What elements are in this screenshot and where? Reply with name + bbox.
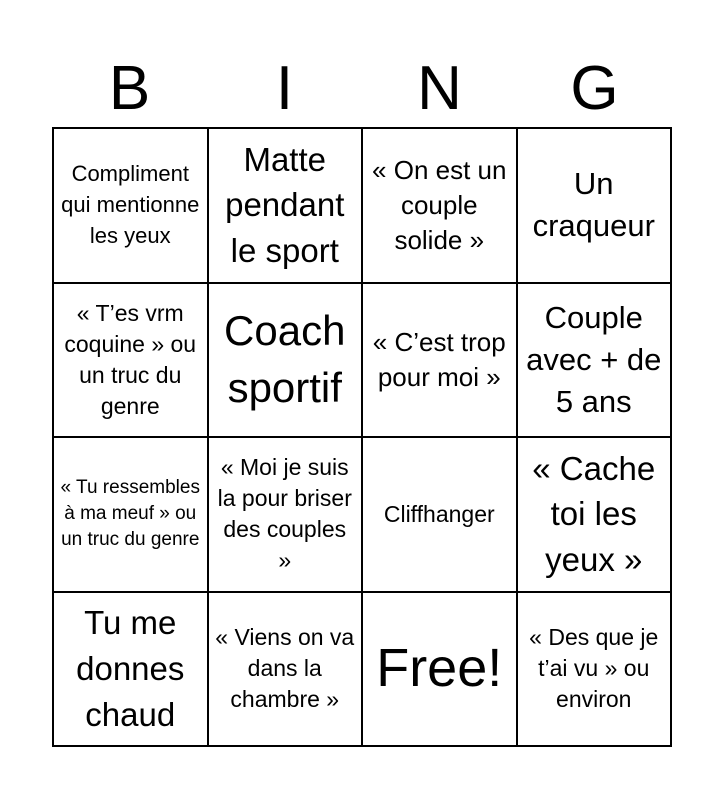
cell-text: « C’est trop pour moi » — [372, 326, 506, 392]
bingo-header — [52, 50, 672, 128]
cell-text: Matte pendant le sport — [225, 140, 345, 270]
cell-text: « Des que je t’ai vu » ou environ — [529, 624, 659, 713]
free-space-text: Free! — [376, 638, 503, 699]
bingo-cell-r4c4[interactable] — [518, 593, 673, 748]
bingo-cell-r4c1[interactable] — [54, 593, 209, 748]
bingo-cell-r1c2[interactable] — [209, 129, 364, 284]
bingo-cell-r1c1[interactable] — [54, 129, 209, 284]
cell-text: Couple avec + de 5 ans — [526, 299, 662, 419]
cell-text: « T’es vrm coquine » ou un truc du genre — [64, 299, 197, 419]
bingo-cell-r3c2[interactable] — [209, 438, 364, 593]
header-letter-g: G — [570, 54, 619, 123]
bingo-cell-r1c3[interactable] — [363, 129, 518, 284]
bingo-grid — [52, 127, 672, 747]
header-letter-n: N — [417, 54, 462, 123]
cell-text: « Tu ressembles à ma meuf » ou un truc du genre — [60, 476, 200, 551]
cell-text: « On est un couple solide » — [372, 154, 507, 255]
cell-text: « Moi je suis la pour briser des couples » — [217, 454, 352, 574]
bingo-cell-r3c4[interactable] — [518, 438, 673, 593]
cell-text: Cliffhanger — [383, 500, 495, 527]
cell-text: « Viens on va dans la chambre » — [215, 624, 355, 713]
cell-text: Coach sportif — [224, 307, 346, 411]
bingo-cell-r2c4[interactable] — [518, 284, 673, 439]
bingo-cell-r2c2[interactable] — [209, 284, 364, 439]
bingo-cell-r4c3-free[interactable] — [363, 593, 518, 748]
bingo-cell-r3c3[interactable] — [363, 438, 518, 593]
bingo-cell-r2c3[interactable] — [363, 284, 518, 439]
bingo-cell-r3c1[interactable] — [54, 438, 209, 593]
bingo-cell-r2c1[interactable] — [54, 284, 209, 439]
cell-text: Tu me donnes chaud — [76, 604, 185, 733]
header-letter-i: I — [275, 54, 294, 123]
cell-text: « Cache toi les yeux » — [532, 449, 656, 579]
cell-text: Compliment qui mentionne les yeux — [61, 161, 200, 248]
header-letter-b: B — [108, 54, 151, 123]
bingo-cell-r1c4[interactable] — [518, 129, 673, 284]
cell-text: Un craqueur — [532, 166, 655, 244]
bingo-cell-r4c2[interactable] — [209, 593, 364, 748]
